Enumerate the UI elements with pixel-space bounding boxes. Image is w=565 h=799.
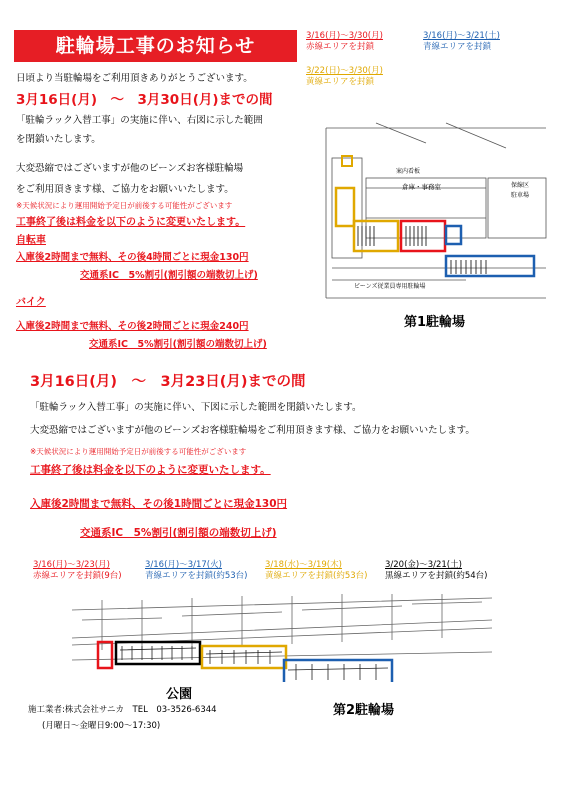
- s1-line4: をご利用頂きます様、ご協力をお願いいたします。: [16, 184, 234, 195]
- schedule-blue-area: 青線エリアを封鎖: [423, 42, 492, 52]
- s1-fee-change: 工事終了後は料金を以下のように変更いたします。: [16, 217, 246, 228]
- schedule2-blue-area: 青線エリアを封鎖(約53台): [145, 571, 248, 581]
- s2-ic: 交通系IC 5%割引(割引額の端数切上げ): [80, 527, 277, 539]
- map1-label-warehouse: 倉庫・事務室: [402, 183, 441, 191]
- s1-note: ※天候状況により運用開始予定日が前後する可能性がございます: [16, 201, 233, 210]
- schedule2-yellow-dates: 3/18(水)～3/19(木): [265, 560, 342, 570]
- schedule2-yellow-area: 黄線エリアを封鎖(約53台): [265, 571, 368, 581]
- schedule-yellow-area: 黄線エリアを封鎖: [306, 77, 375, 87]
- map2-caption: 第2駐輪場: [333, 703, 395, 718]
- map1-caption: 第1駐輪場: [404, 315, 466, 330]
- map1-label-staff: ビーンズ従業員専用駐輪場: [354, 283, 426, 290]
- schedule-yellow-dates: 3/22(日)～3/30(月): [306, 66, 383, 76]
- schedule2-black-area: 黒線エリアを封鎖(約54台): [385, 571, 488, 581]
- map-1: [306, 118, 552, 302]
- bike-ic: 交通系IC 5%割引(割引額の端数切上げ): [89, 339, 267, 350]
- schedule2-black-dates: 3/20(金)～3/21(土): [385, 560, 462, 570]
- s2-line2: 大変恐縮ではございますが他のビーンズお客様駐輪場をご利用頂きます様、ご協力をお願いいたします。: [30, 425, 475, 436]
- schedule2-blue: [145, 560, 247, 582]
- contractor-hours: (月曜日～金曜日9:00～17:30): [42, 721, 161, 731]
- s1-line2: を閉鎖いたします。: [16, 134, 101, 145]
- schedule2-blue-dates: 3/16(月)～3/17(火): [145, 560, 222, 570]
- bicycle-label: 自転車: [16, 235, 46, 246]
- bike-label: バイク: [16, 297, 46, 308]
- map1-label-guard: 保線区: [511, 182, 530, 189]
- schedule2-yellow: [265, 560, 367, 582]
- map-1-drawing: [306, 118, 552, 302]
- greeting: 日頃より当駐輪場をご利用頂きありがとうございます。: [16, 73, 253, 84]
- schedule-blue-dates: 3/16(月)～3/21(土): [423, 31, 500, 41]
- schedule2-red: [33, 560, 122, 582]
- contractor-line1: 施工業者:株式会社サニカ TEL 03-3526-6344: [28, 705, 217, 715]
- period-2: 3月16日(月) ～ 3月23日(月)までの間: [30, 374, 306, 390]
- schedule2-red-area: 赤線エリアを封鎖(9台): [33, 571, 122, 581]
- map1-label-parking: 駐車場: [511, 192, 530, 199]
- schedule-red: [306, 31, 383, 53]
- schedule-blue: [423, 31, 500, 53]
- schedule2-red-dates: 3/16(月)～3/23(月): [33, 560, 110, 570]
- schedule-red-area: 赤線エリアを封鎖: [306, 42, 375, 52]
- s1-line1: 「駐輪ラック入替工事」の実施に伴い、右図に示した範囲: [16, 115, 263, 126]
- schedule-yellow: [306, 66, 383, 88]
- period-1: 3月16日(月) ～ 3月30日(月)までの間: [16, 92, 273, 108]
- page-title: 駐輪場工事のお知らせ: [14, 30, 297, 62]
- s2-note: ※天候状況により運用開始予定日が前後する可能性がございます: [30, 447, 247, 456]
- s1-line3: 大変恐縮ではございますが他のビーンズお客様駐輪場: [16, 163, 244, 174]
- bicycle-ic: 交通系IC 5%割引(割引額の端数切上げ): [80, 270, 258, 281]
- s2-line1: 「駐輪ラック入替工事」の実施に伴い、下図に示した範囲を閉鎖いたします。: [30, 402, 362, 413]
- schedule-red-dates: 3/16(月)～3/30(月): [306, 31, 383, 41]
- map1-label-info: 案内看板: [396, 168, 421, 175]
- map-2: [62, 590, 502, 682]
- s2-fee-change: 工事終了後は料金を以下のように変更いたします。: [30, 464, 271, 476]
- schedule2-black: [385, 560, 487, 582]
- park-label: 公園: [166, 687, 193, 702]
- bicycle-fee: 入庫後2時間まで無料、その後4時間ごとに現金130円: [16, 252, 249, 263]
- bike-fee: 入庫後2時間まで無料、その後2時間ごとに現金240円: [16, 321, 249, 332]
- map-2-drawing: [62, 590, 502, 682]
- s2-fee: 入庫後2時間まで無料、その後1時間ごとに現金130円: [30, 498, 288, 510]
